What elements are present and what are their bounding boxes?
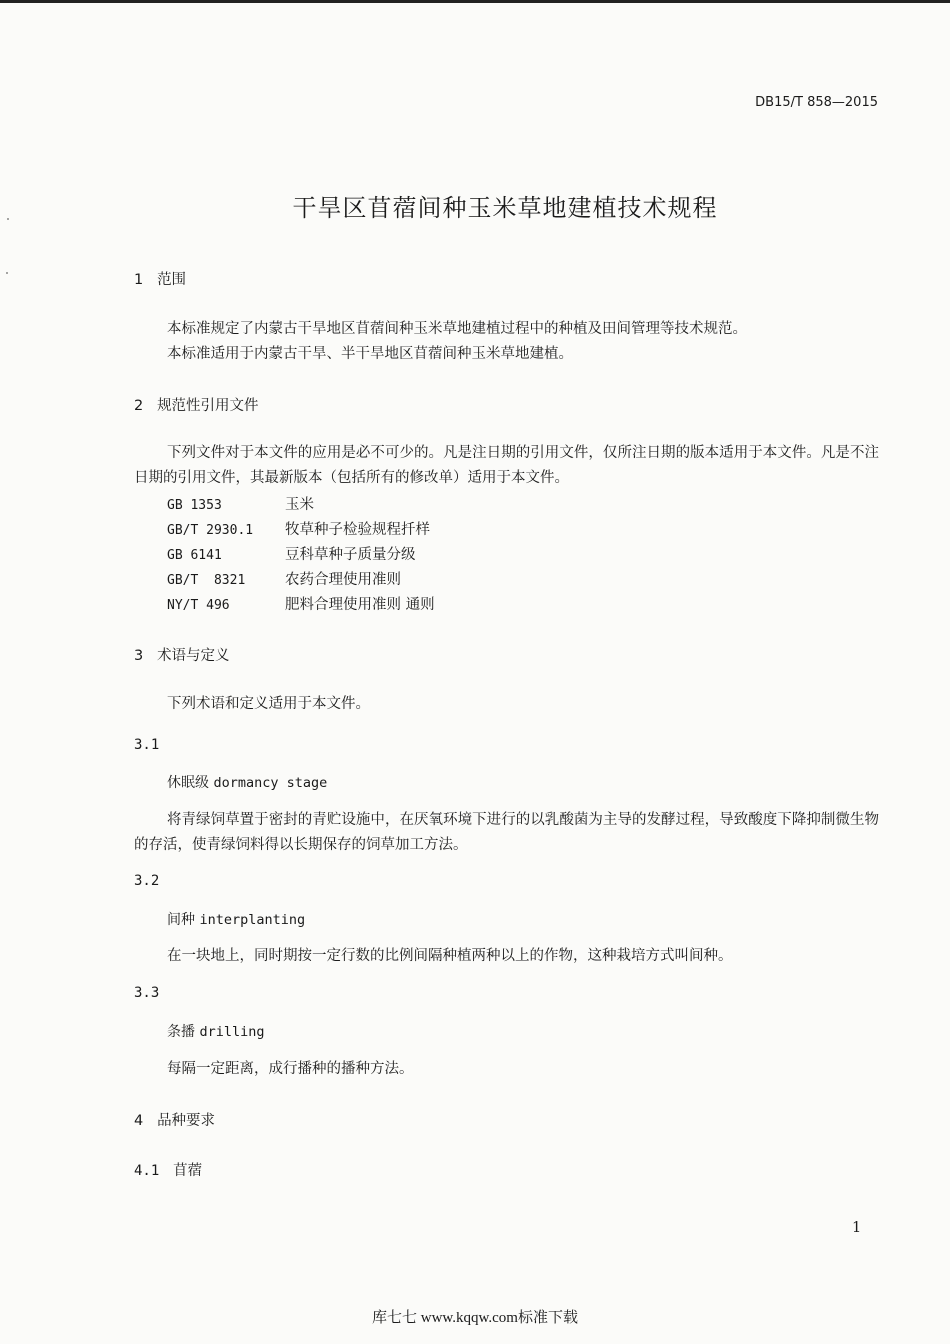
reference-code: GB/T 8321 (167, 573, 246, 588)
term-zh: 间种 (167, 912, 195, 928)
section-number: 2 (134, 398, 144, 414)
term-en: drilling (199, 1024, 265, 1040)
section-3-heading (134, 644, 230, 665)
paragraph: 本标准规定了内蒙古干旱地区苜蓿间种玉米草地建植过程中的种植及田间管理等技术规范。 (167, 321, 747, 337)
reference-row (167, 518, 430, 539)
term-definition: 将青绿饲草置于密封的青贮设施中，在厌氧环境下进行的以乳酸菌为主导的发酵过程，导致酸度下降抑制微生物的存活，使青绿饲料得以长期保存的饲草加工方法。 (134, 812, 879, 853)
term-en: dormancy stage (213, 775, 328, 791)
section-number: 1 (134, 272, 144, 288)
section-1-heading (134, 268, 186, 289)
paragraph: 下列文件对于本文件的应用是必不可少的。凡是注日期的引用文件，仅所注日期的版本适用于本文件。凡是不注日期的引用文件，其最新版本（包括所有的修改单）适用于本文件。 (134, 445, 879, 486)
section-2-heading (134, 394, 259, 415)
reference-name: 牧草种子检验规程扦样 (285, 522, 430, 538)
page-number: 1 (852, 1220, 862, 1236)
reference-code: GB/T 2930.1 (167, 523, 254, 538)
page-top-border (0, 0, 950, 3)
reference-code: GB 1353 (167, 498, 222, 513)
section-number: 4 (134, 1113, 144, 1129)
reference-row (167, 593, 435, 614)
section-title: 规范性引用文件 (157, 398, 259, 414)
reference-code: NY/T 496 (167, 598, 230, 613)
term-definition: 每隔一定距离，成行播种的播种方法。 (167, 1061, 414, 1077)
term-zh: 休眠级 (167, 775, 209, 791)
reference-row (167, 493, 314, 514)
reference-name: 农药合理使用准则 (285, 572, 401, 588)
term-definition: 在一块地上，同时期按一定行数的比例间隔种植两种以上的作物，这种栽培方式叫间种。 (167, 948, 733, 964)
subsection-number: 4.1 (134, 1163, 160, 1179)
section-title: 范围 (157, 272, 187, 288)
subsection-title: 苜蓿 (173, 1163, 203, 1179)
term-heading (167, 1021, 264, 1041)
standard-code: DB15/T 858—2015 (755, 95, 878, 110)
term-zh: 条播 (167, 1024, 195, 1040)
reference-code: GB 6141 (167, 548, 222, 563)
paragraph: 下列术语和定义适用于本文件。 (167, 696, 370, 712)
reference-name: 肥料合理使用准则 通则 (285, 597, 435, 613)
term-number: 3.3 (134, 985, 160, 1001)
section-title: 术语与定义 (157, 648, 230, 664)
reference-name: 豆科草种子质量分级 (285, 547, 416, 563)
reference-row (167, 568, 401, 589)
subsection-4-1-heading (134, 1159, 202, 1180)
paragraph: 本标准适用于内蒙古干旱、半干旱地区苜蓿间种玉米草地建植。 (167, 346, 573, 362)
term-en: interplanting (199, 912, 306, 928)
term-number: 3.1 (134, 737, 160, 753)
scan-speck (6, 272, 8, 274)
term-heading (167, 772, 327, 792)
section-title: 品种要求 (157, 1113, 216, 1129)
reference-row (167, 543, 416, 564)
reference-name: 玉米 (285, 497, 314, 513)
footer-watermark: 库七七 www.kqqw.com标准下载 (372, 1310, 578, 1326)
term-heading (167, 909, 305, 929)
term-number: 3.2 (134, 873, 160, 889)
document-title: 干旱区苜蓿间种玉米草地建植技术规程 (292, 194, 718, 222)
section-4-heading (134, 1109, 215, 1130)
section-number: 3 (134, 648, 144, 664)
